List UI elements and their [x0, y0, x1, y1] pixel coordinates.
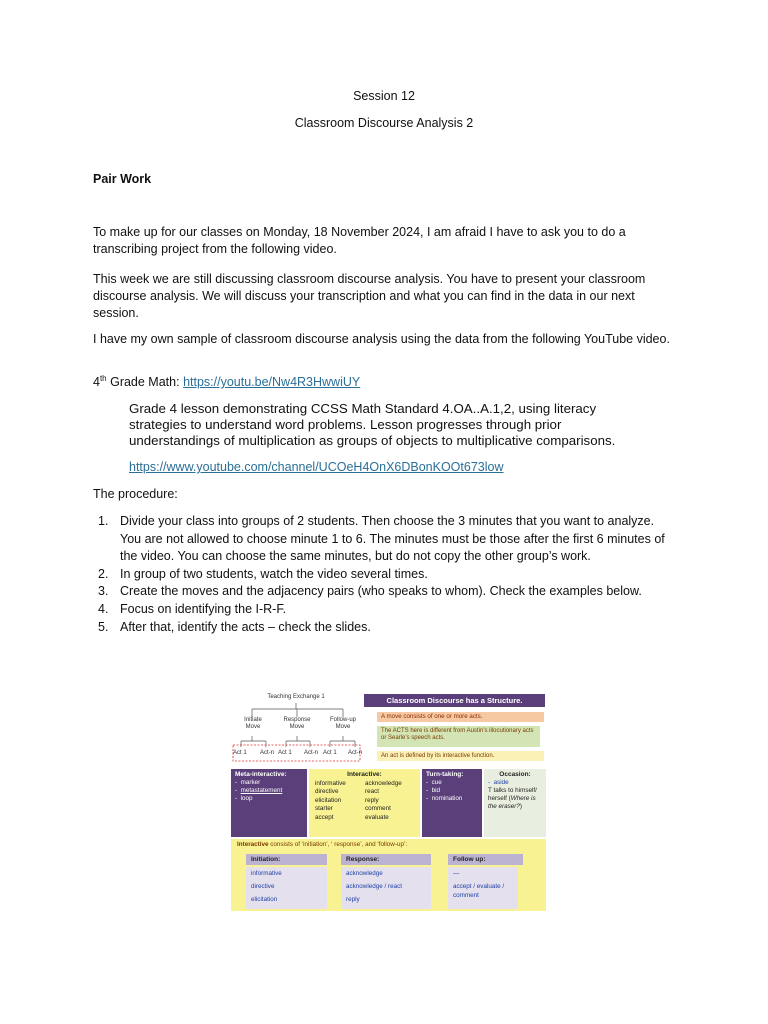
channel-line [129, 459, 709, 476]
grade-label: Grade Math: [106, 375, 184, 389]
tree-act: Act 1 [233, 750, 247, 756]
turn-item: - nomination [426, 795, 463, 802]
paragraph-makeup: To make up for our classes on Monday, 18 November 2024, I am afraid I have to ask you to do a transcribing project from the following video. [93, 225, 626, 256]
video-link[interactable]: https://youtu.be/Nw4R3HwwiUY [183, 375, 361, 389]
procedure-list [93, 513, 673, 636]
meta-item: - marker [235, 779, 261, 786]
occasion-note: T talks to himself/ herself (Where is the eraser?) [488, 787, 537, 810]
paragraph-this-week: This week we are still discussing classroom discourse analysis. You have to present your classroom discourse analysis. We will discuss your transcription and what you can find in the data in our next session. [93, 272, 646, 320]
turn-taking-box [422, 769, 482, 837]
procedure-intro: The procedure: [93, 487, 178, 501]
interactive-title: Interactive: [347, 771, 382, 778]
video-description: Grade 4 lesson demonstrating CCSS Math Standard 4.OA..A.1,2, using literacy strategies to understand word problems. Lesson progresses through prior understandings of multiplication as groups of objects to multiplicative comparisons. [129, 401, 616, 448]
meta-item: - metastatement [235, 787, 283, 794]
structure-row: A move consists of one or more acts. [377, 712, 544, 722]
procedure-step: 4. Focus on identifying the I-R-F. [98, 601, 287, 616]
irf-initiation-header: Initiation: [246, 854, 327, 865]
irf-followup-header: Follow up: [448, 854, 523, 865]
tree-move-response: Response Move [283, 717, 311, 730]
paragraph-sample: I have my own sample of classroom discourse analysis using the data from the following YouTube video. [93, 332, 670, 346]
turn-item: - cue [426, 779, 442, 786]
procedure-step: 5. After that, identify the acts – check the slides. [98, 619, 371, 634]
interactive-col2: acknowledge react reply comment evaluate [365, 779, 402, 821]
tree-move-initiate: Initiate Move [244, 717, 262, 730]
irf-panel [231, 839, 546, 911]
procedure-step: 2. In group of two students, watch the video several times. [98, 566, 428, 581]
structure-row: An act is defined by its interactive function. [377, 751, 544, 761]
occasion-title: Occasion: [499, 771, 531, 778]
tree-act: Act 1 [323, 750, 337, 756]
tree-act: Act-n [304, 750, 319, 756]
meta-interactive-box [231, 769, 307, 837]
channel-link[interactable]: https://www.youtube.com/channel/UCOeH4OnX6DBonKOOt673low [129, 460, 504, 474]
section-heading: Pair Work [93, 172, 152, 186]
turn-item: - bid [426, 787, 441, 794]
grade-number: 4 [93, 375, 100, 389]
structure-title: Classroom Discourse has a Structure. [364, 694, 545, 707]
video-line [93, 374, 673, 391]
irf-response-header: Response: [341, 854, 431, 865]
grade-suffix: th [99, 373, 107, 383]
structure-row: The ACTS here is different from Austin’s illocutionary acts or Searle’s speech acts. [377, 726, 540, 747]
occasion-box [484, 769, 546, 837]
procedure-step: 3. Create the moves and the adjacency pairs (who speaks to whom). Check the examples below. [98, 584, 642, 599]
tree-move-followup: Follow-up Move [329, 717, 356, 730]
session-number: Session 12 [353, 89, 415, 103]
tree-act: Act-n [260, 750, 275, 756]
interactive-box [309, 769, 420, 837]
document-title: Classroom Discourse Analysis 2 [294, 116, 474, 130]
irf-initiation-items: informative directive elicitation [246, 867, 327, 909]
irf-intro: Interactive consists of ‘initiation’, ‘ response’, and ‘follow-up’: [237, 841, 408, 848]
meta-item: - loop [235, 795, 253, 802]
procedure-step: 1. Divide your class into groups of 2 students. Then choose the 3 minutes that you want to analyze. You are not allowed to choose minute 1 to 6. The minutes must be those after the first 6 minutes of the video. You can choose the same minutes, but do not copy the other group’s work. [98, 514, 665, 564]
tree-act: Act-n [348, 750, 363, 756]
meta-interactive-title: Meta-interactive: [235, 771, 287, 778]
discourse-structure-figure [231, 689, 546, 911]
irf-followup-items: — accept / evaluate / comment [448, 867, 518, 909]
turn-taking-title: Turn-taking: [426, 771, 464, 778]
tree-root-label: Teaching Exchange 1 [267, 694, 325, 700]
interactive-col1: informative directive elicitation starter accept [315, 779, 346, 821]
occasion-item: - aside [488, 779, 509, 786]
irf-response-items: acknowledge acknowledge / react reply [341, 867, 431, 909]
tree-act: Act 1 [278, 750, 292, 756]
